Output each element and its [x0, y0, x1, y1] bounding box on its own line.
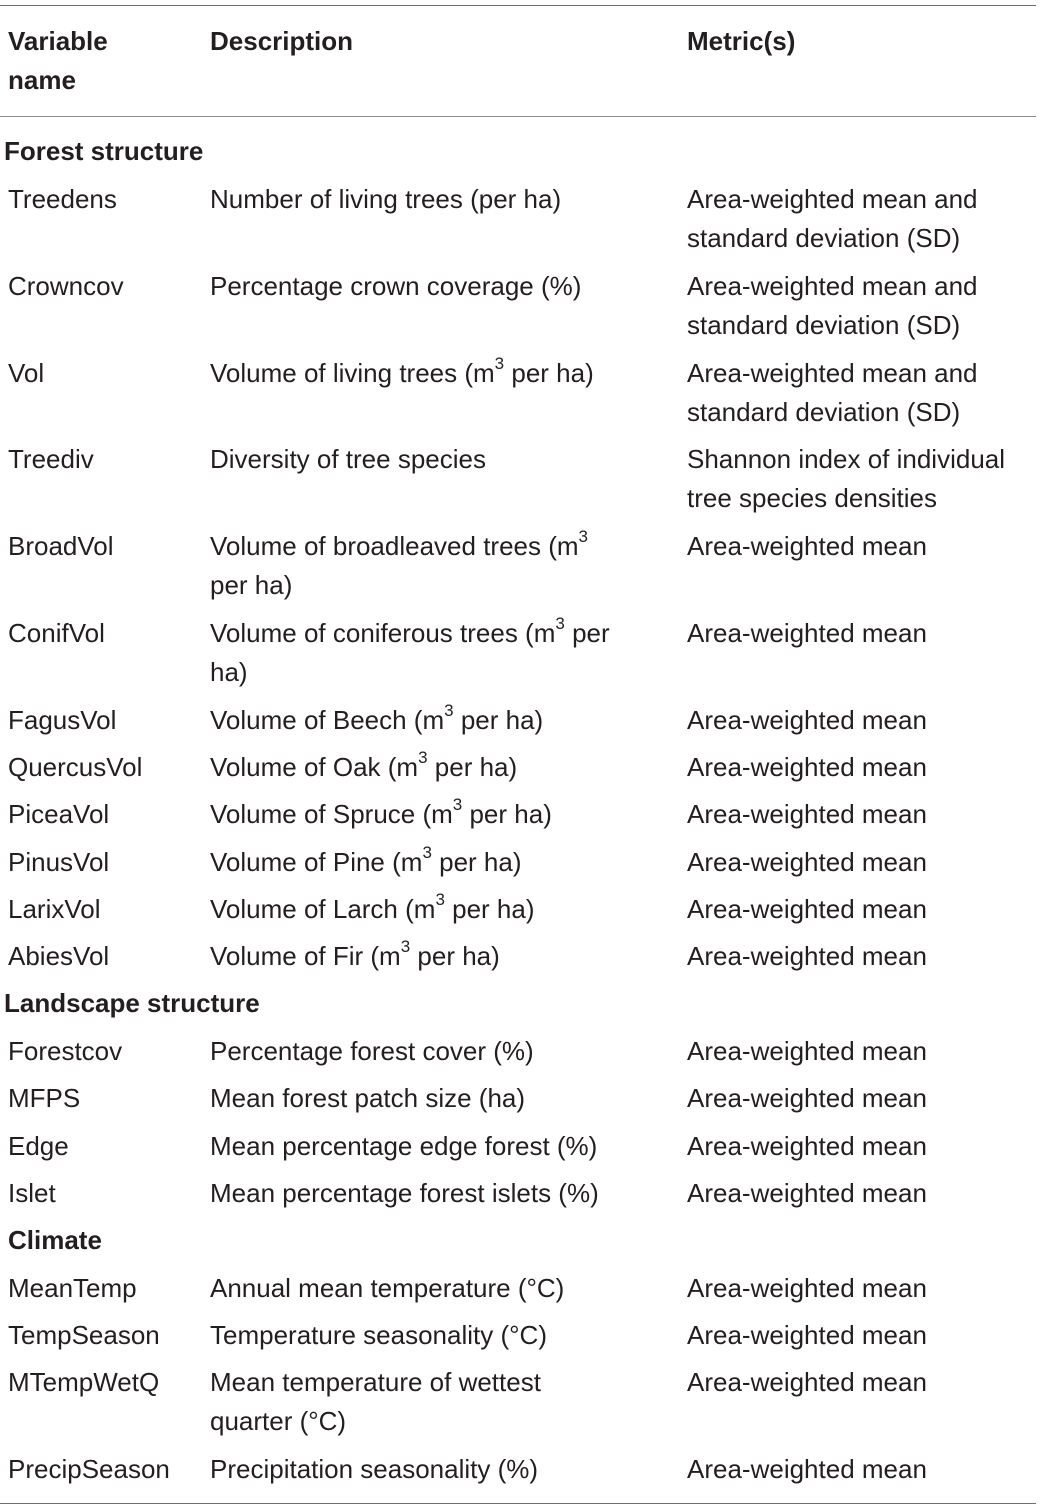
superscript: 3 [452, 795, 463, 815]
section-title: Climate [8, 1225, 102, 1255]
description-text: per ha) [462, 799, 552, 829]
variable-name: LarixVol [8, 894, 101, 924]
superscript: 3 [418, 748, 428, 768]
description: Mean forest patch size (ha) [210, 1083, 526, 1113]
description-line2: per ha) [210, 570, 293, 600]
metric-line1: Area-weighted mean and [687, 271, 978, 301]
variable-name: AbiesVol [8, 941, 110, 971]
metric: Area-weighted mean [687, 1367, 927, 1397]
description-text: per ha) [427, 752, 518, 782]
section-title: Landscape structure [4, 988, 260, 1018]
description [210, 527, 588, 605]
variable-name: Edge [8, 1131, 69, 1161]
description-text: Volume of living trees (m [210, 358, 495, 388]
variable-name: PrecipSeason [8, 1454, 170, 1484]
metric: Area-weighted mean [687, 705, 927, 735]
variable-name: BroadVol [8, 531, 114, 561]
variable-name: Crowncov [8, 271, 124, 301]
variable-name: PiceaVol [8, 799, 110, 829]
variable-name: ConifVol [8, 618, 105, 648]
table-bottom-rule [0, 1503, 1036, 1504]
superscript: 3 [435, 890, 445, 910]
description-text: per [564, 618, 610, 648]
metric: Area-weighted mean [687, 1178, 927, 1208]
header-variable-line2: name [8, 65, 76, 95]
superscript: 3 [400, 937, 411, 957]
variable-name: MFPS [8, 1083, 81, 1113]
description: Mean percentage edge forest (%) [210, 1131, 598, 1161]
header-variable-name [8, 22, 108, 100]
variable-name: MTempWetQ [8, 1367, 160, 1397]
header-metrics: Metric(s) [687, 26, 796, 56]
description-text: Volume of Oak (m [210, 752, 419, 782]
description-text: Volume of Larch (m [210, 894, 436, 924]
metric: Area-weighted mean [687, 1273, 927, 1303]
description-text: per ha) [410, 941, 500, 971]
metric [687, 354, 978, 432]
metric: Area-weighted mean [687, 1131, 927, 1161]
table-top-rule [0, 5, 1036, 6]
metric: Area-weighted mean [687, 1320, 927, 1350]
section-title: Forest structure [4, 136, 204, 166]
description: Percentage forest cover (%) [210, 1036, 534, 1066]
description-line1: Mean temperature of wettest [210, 1367, 541, 1397]
description-line2: quarter (°C) [210, 1406, 347, 1436]
metric: Area-weighted mean [687, 1036, 927, 1066]
superscript: 3 [578, 527, 589, 547]
description [210, 354, 594, 393]
metric-line1: Shannon index of individual [687, 444, 1006, 474]
description [210, 701, 543, 740]
superscript: 3 [555, 614, 565, 634]
description-text: per ha) [431, 847, 522, 877]
superscript: 3 [444, 701, 454, 721]
description [210, 890, 535, 929]
description-text: Volume of Spruce (m [210, 799, 453, 829]
variable-name: Forestcov [8, 1036, 123, 1066]
metric-line2: standard deviation (SD) [687, 223, 961, 253]
description: Annual mean temperature (°C) [210, 1273, 565, 1303]
description: Diversity of tree species [210, 444, 486, 474]
variable-name: Treediv [8, 444, 94, 474]
description-text: Volume of Beech (m [210, 705, 445, 735]
superscript: 3 [422, 843, 432, 863]
metric-line2: tree species densities [687, 483, 938, 513]
table-header-rule [0, 116, 1036, 117]
metric: Area-weighted mean [687, 1454, 927, 1484]
metric: Area-weighted mean [687, 941, 927, 971]
description-text: per ha) [453, 705, 544, 735]
metric: Area-weighted mean [687, 531, 927, 561]
metric-line2: standard deviation (SD) [687, 397, 961, 427]
description: Percentage crown coverage (%) [210, 271, 582, 301]
variable-name: Vol [8, 358, 45, 388]
description: Mean percentage forest islets (%) [210, 1178, 599, 1208]
metric-line1: Area-weighted mean and [687, 358, 978, 388]
description [210, 937, 500, 976]
metric: Area-weighted mean [687, 894, 927, 924]
variable-name: PinusVol [8, 847, 110, 877]
description-text: per ha) [504, 358, 594, 388]
metric [687, 267, 978, 345]
variable-name: Islet [8, 1178, 56, 1208]
metric: Area-weighted mean [687, 1083, 927, 1113]
header-description: Description [210, 26, 354, 56]
variable-name: FagusVol [8, 705, 117, 735]
description [210, 795, 552, 834]
variable-name: TempSeason [8, 1320, 160, 1350]
description-text: Volume of Pine (m [210, 847, 423, 877]
metric: Area-weighted mean [687, 752, 927, 782]
description [210, 614, 610, 692]
description-text: per ha) [444, 894, 535, 924]
metric: Area-weighted mean [687, 847, 927, 877]
description-text: Volume of broadleaved trees (m [210, 531, 579, 561]
metric-line1: Area-weighted mean and [687, 184, 978, 214]
header-variable-line1: Variable [8, 26, 108, 56]
description: Number of living trees (per ha) [210, 184, 562, 214]
superscript: 3 [494, 354, 505, 374]
metric-line2: standard deviation (SD) [687, 310, 961, 340]
variable-name: MeanTemp [8, 1273, 137, 1303]
description [210, 748, 517, 787]
metric [687, 440, 1005, 518]
description [210, 843, 522, 882]
description-line2: ha) [210, 657, 248, 687]
metric: Area-weighted mean [687, 618, 927, 648]
metric: Area-weighted mean [687, 799, 927, 829]
metric [687, 180, 978, 258]
description-text: Volume of coniferous trees (m [210, 618, 556, 648]
description: Temperature seasonality (°C) [210, 1320, 547, 1350]
description: Precipitation seasonality (%) [210, 1454, 539, 1484]
description-text: Volume of Fir (m [210, 941, 401, 971]
description [210, 1363, 541, 1441]
variable-name: QuercusVol [8, 752, 143, 782]
variable-name: Treedens [8, 184, 117, 214]
